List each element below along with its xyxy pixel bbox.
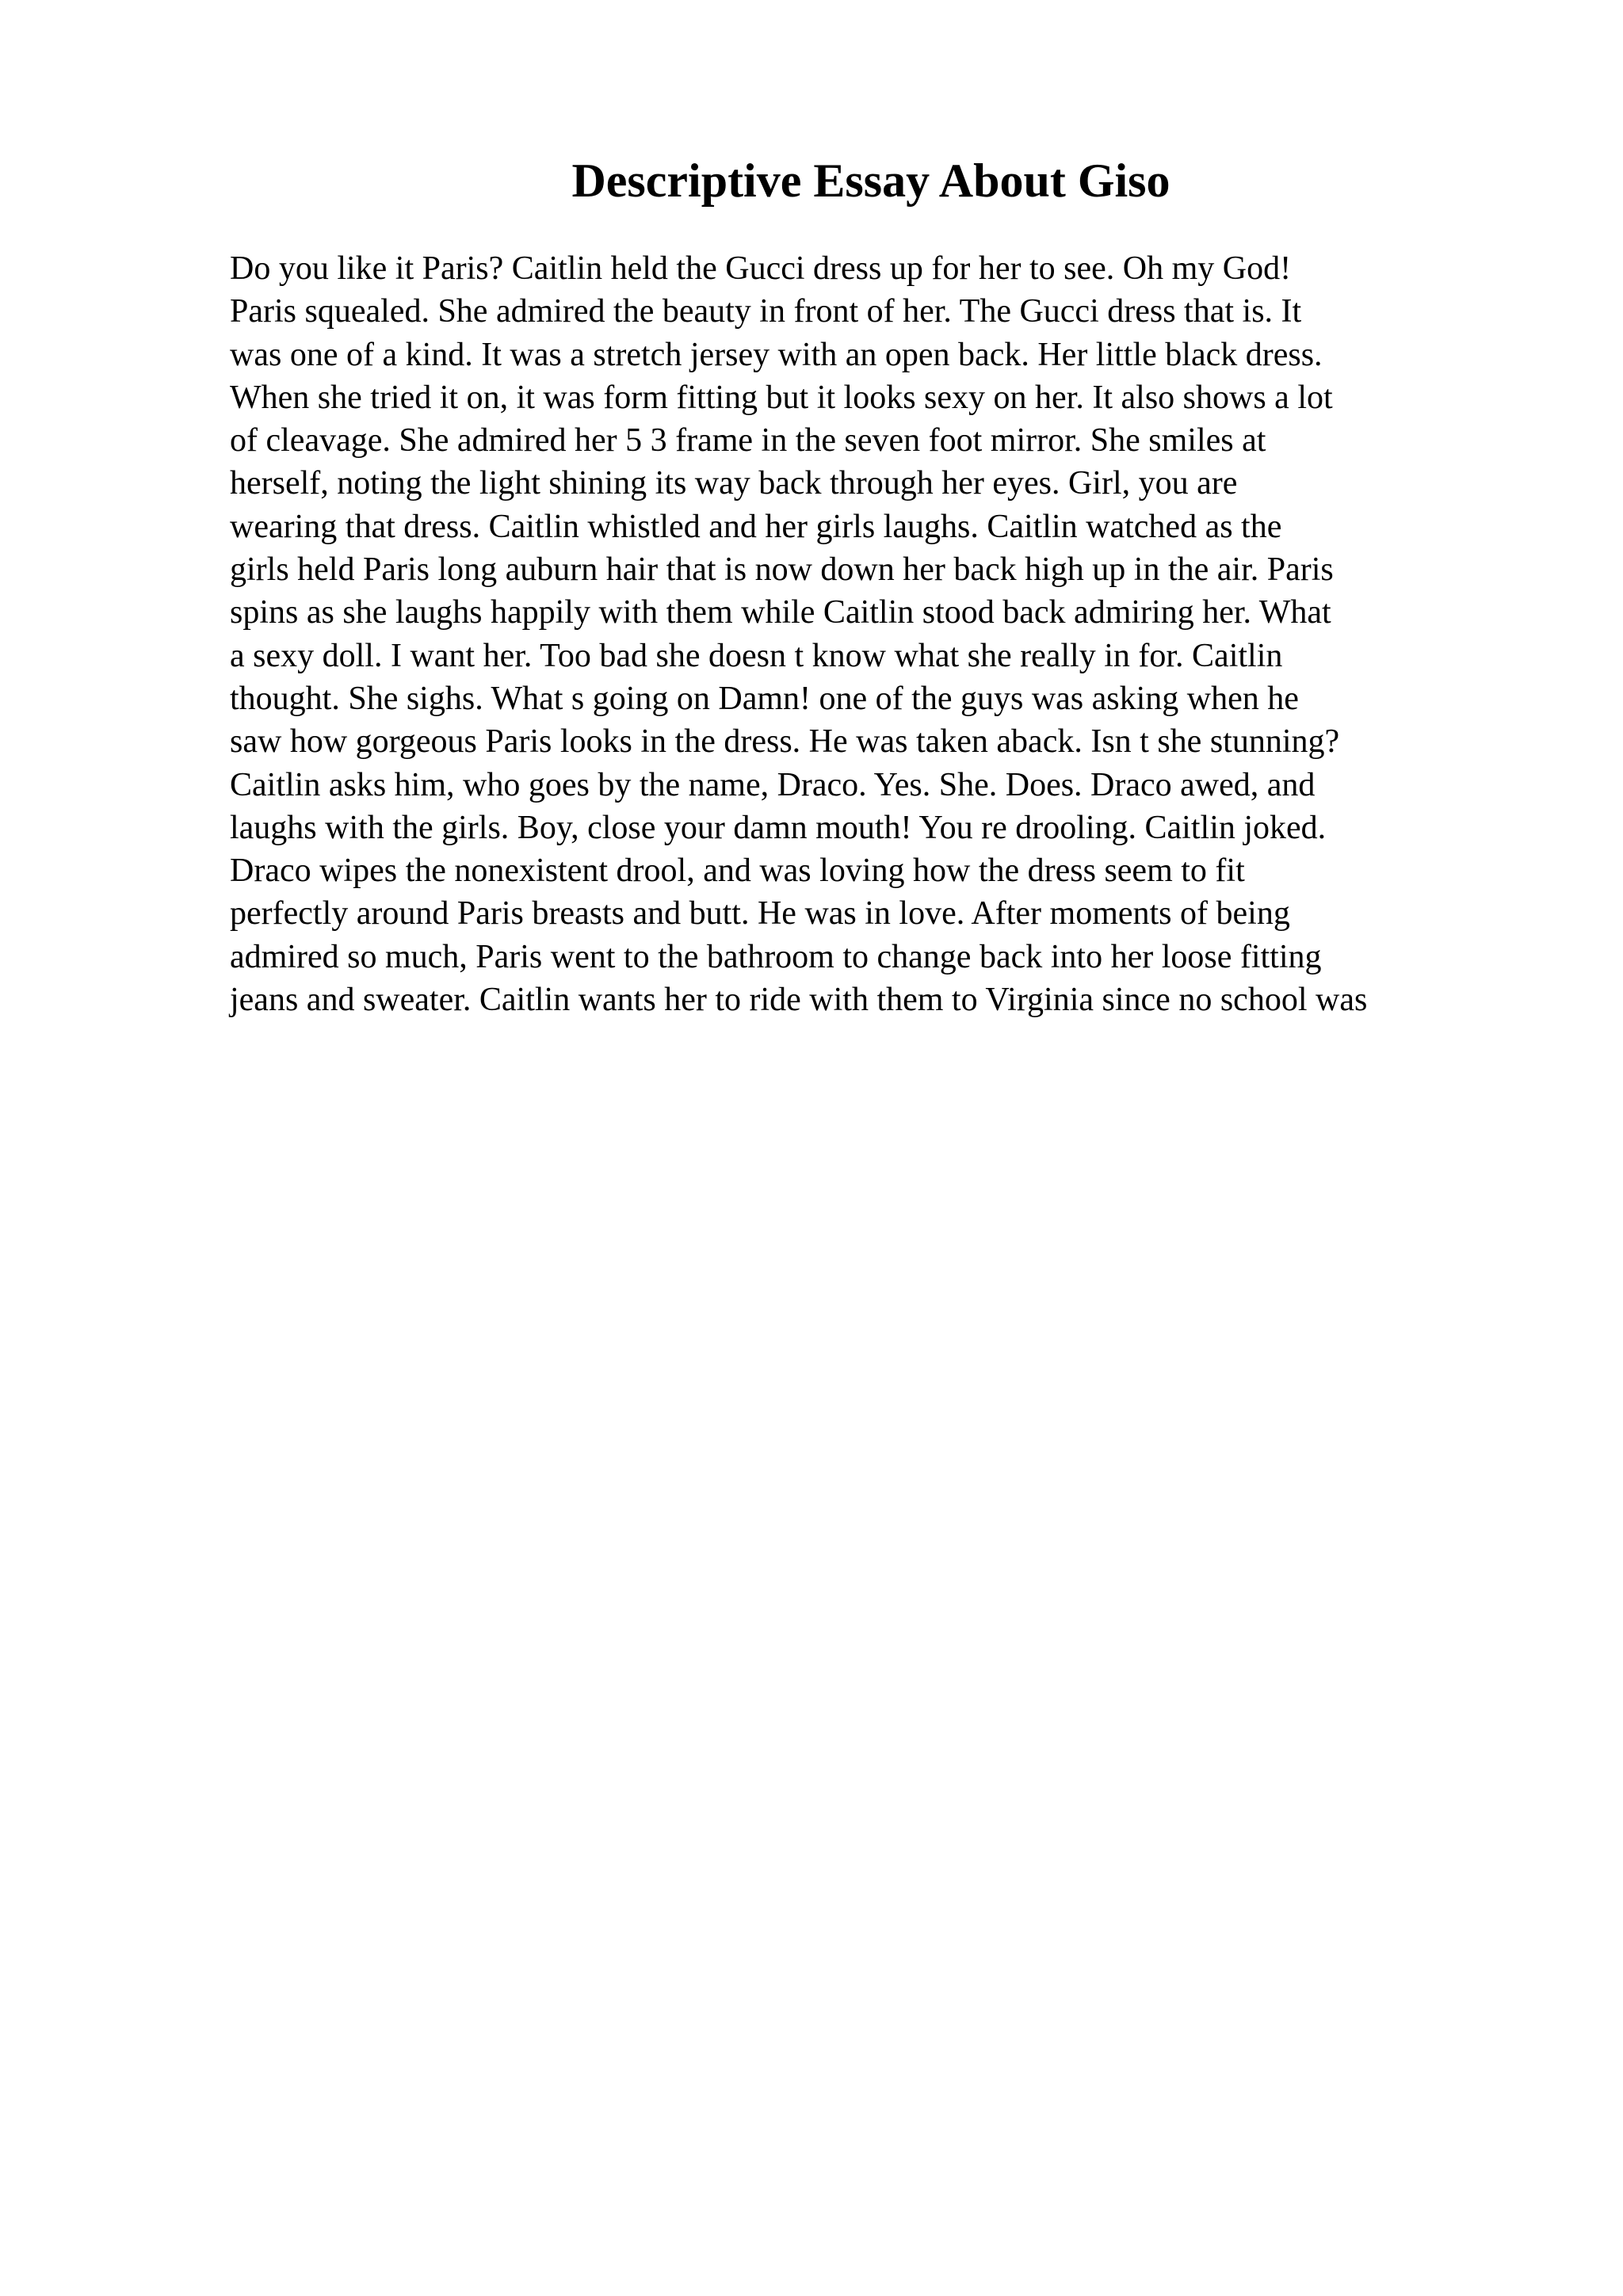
essay-line: Draco wipes the nonexistent drool, and was loving how the dress seem to fit [230,852,1245,890]
essay-line: of cleavage. She admired her 5 3 frame in the seven foot mirror. She smiles at [230,422,1266,460]
essay-line: Caitlin asks him, who goes by the name, Draco. Yes. She. Does. Draco awed, and [230,766,1316,803]
document-title: Descriptive Essay About Giso [571,154,1170,207]
essay-line: wearing that dress. Caitlin whistled and her girls laughs. Caitlin watched as the [230,508,1282,545]
essay-line: was one of a kind. It was a stretch jersey with an open back. Her little black dress. [230,336,1323,373]
essay-line: a sexy doll. I want her. Too bad she doesn t know what she really in for. Caitlin [230,637,1283,674]
essay-line: Paris squealed. She admired the beauty in front of her. The Gucci dress that is. It [230,293,1302,330]
essay-body [230,247,1577,1021]
essay-line: spins as she laughs happily with them while Caitlin stood back admiring her. What [230,594,1331,631]
essay-line: thought. She sighs. What s going on Damn! one of the guys was asking when he [230,680,1299,717]
essay-line: When she tried it on, it was form fitting but it looks sexy on her. It also shows a lot [230,379,1333,416]
essay-line: Do you like it Paris? Caitlin held the Gucci dress up for her to see. Oh my God! [230,250,1292,287]
essay-line: admired so much, Paris went to the bathroom to change back into her loose fitting [230,938,1322,975]
essay-line: laughs with the girls. Boy, close your damn mouth! You re drooling. Caitlin joked. [230,809,1327,846]
essay-line: girls held Paris long auburn hair that is now down her back high up in the air. Paris [230,551,1334,589]
essay-line: jeans and sweater. Caitlin wants her to ride with them to Virginia since no school was [230,982,1368,1019]
essay-line: perfectly around Paris breasts and butt. He was in love. After moments of being [230,895,1290,933]
essay-line: saw how gorgeous Paris looks in the dress. He was taken aback. Isn t she stunning? [230,723,1340,761]
essay-line: herself, noting the light shining its way back through her eyes. Girl, you are [230,465,1238,502]
